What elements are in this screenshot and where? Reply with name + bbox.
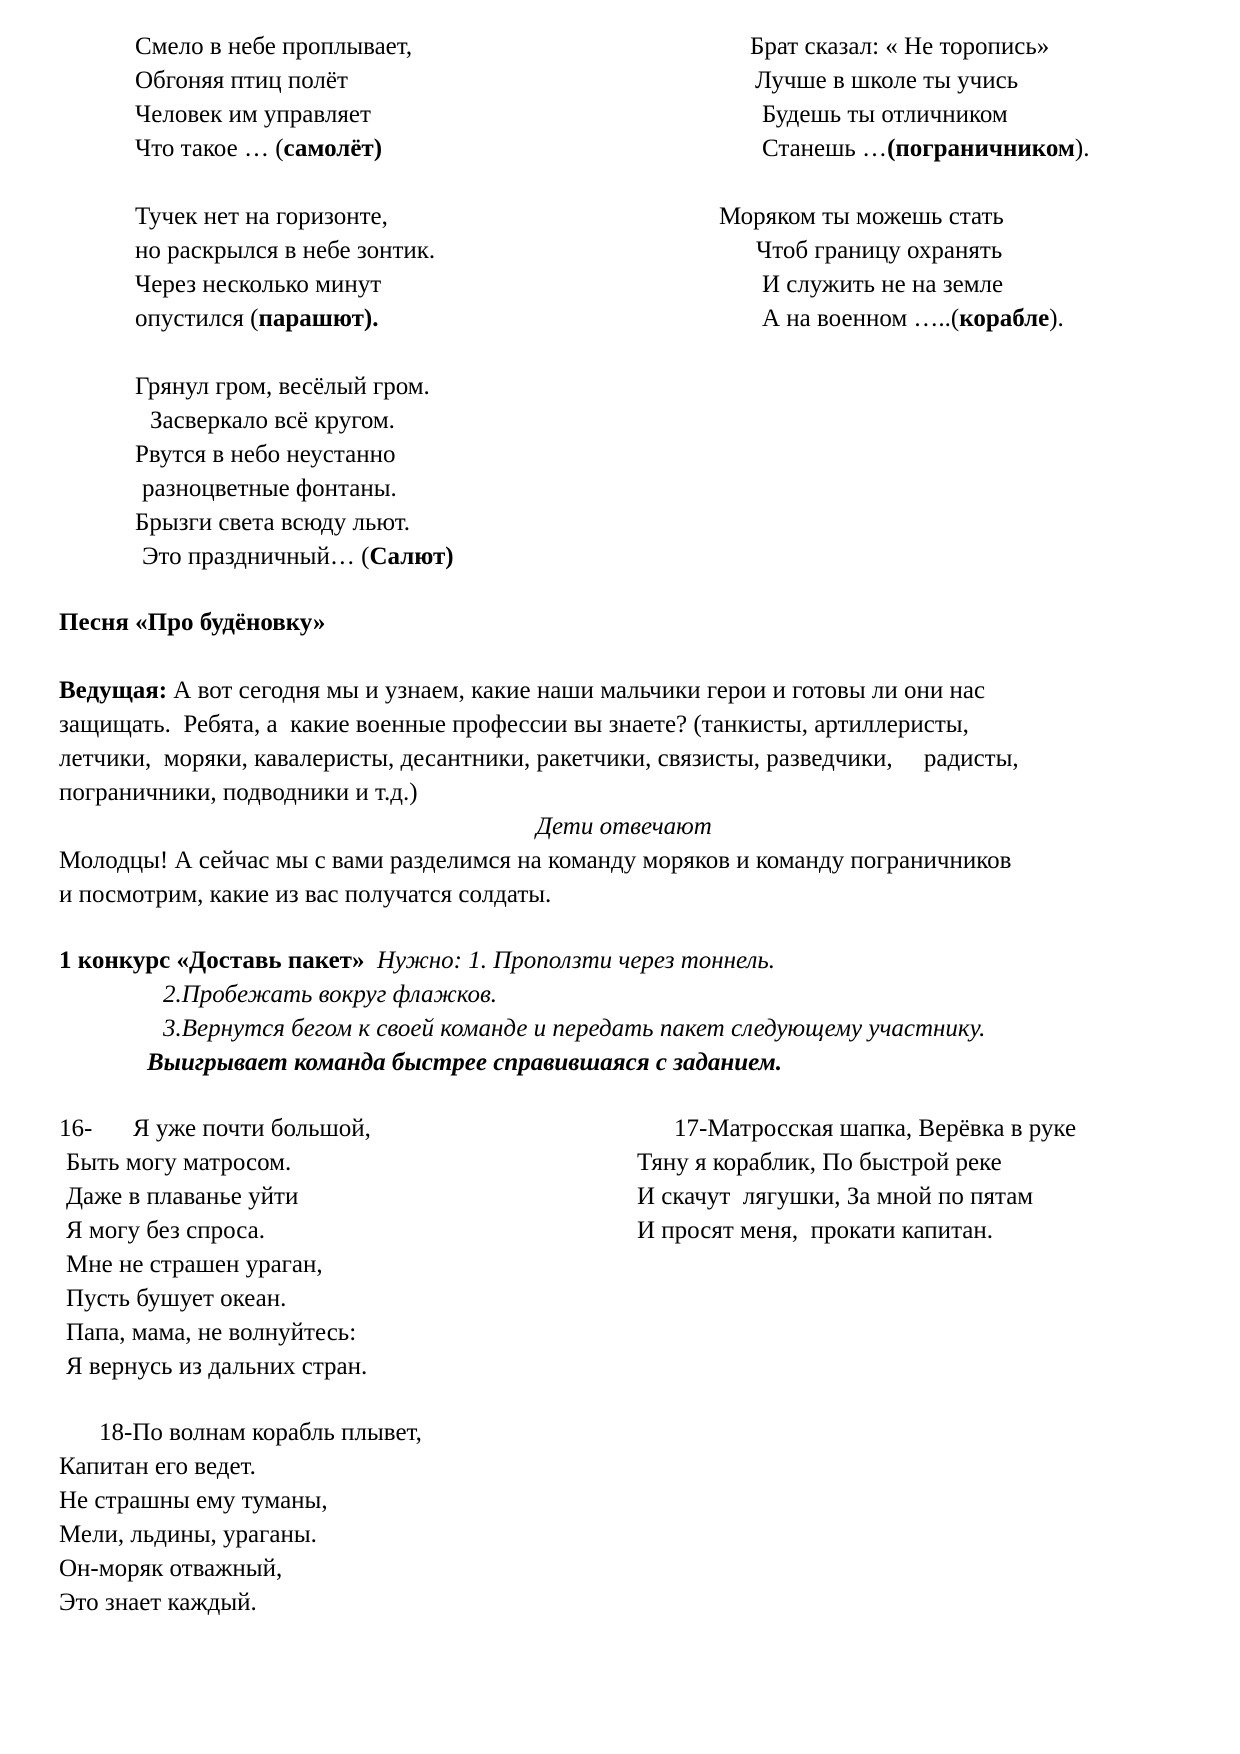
poem-line: Капитан его ведет.	[59, 1453, 256, 1480]
poem-line: Я уже почти большой,	[133, 1115, 371, 1142]
riddle-answer: Салют)	[369, 543, 454, 570]
host-label: Ведущая:	[59, 677, 168, 704]
stage-direction	[59, 810, 1189, 844]
poem-line: 17-Матросская шапка, Верёвка в руке	[674, 1115, 1077, 1142]
poem-line: И скачут лягушки, За мной по пятам	[637, 1183, 1034, 1210]
poem-number: 16-	[59, 1115, 93, 1142]
song-title-text: Песня «Про будёновку»	[59, 609, 326, 636]
riddle-answer: (пограничником	[887, 135, 1075, 162]
contest-step	[163, 1012, 985, 1046]
poem-line: Я могу без спроса.	[66, 1217, 266, 1244]
poem-line: Он-моряк отважный,	[59, 1555, 283, 1582]
poem-line: Папа, мама, не волнуйтесь:	[66, 1319, 357, 1346]
riddle-line: Человек им управляет	[135, 101, 371, 128]
stage-direction-text: Дети отвечают	[536, 813, 712, 840]
poem-line: Быть могу матросом.	[66, 1149, 292, 1176]
host-line: пограничники, подводники и т.д.)	[59, 779, 418, 806]
riddle-line: Брызги света всюду льют.	[135, 509, 410, 536]
riddle-line	[142, 540, 454, 574]
riddle-text: ).	[1049, 305, 1064, 332]
riddle-text: Это праздничный… (	[142, 543, 370, 570]
contest-title-line	[59, 944, 775, 978]
riddle-line: Чтоб границу охранять	[756, 237, 1003, 264]
riddle-line	[762, 302, 1064, 336]
riddle-line: Будешь ты отличником	[762, 101, 1008, 128]
poem-line: Не страшны ему туманы,	[59, 1487, 328, 1514]
riddle-line: Рвутся в небо неустанно	[135, 441, 396, 468]
poem-line: И просят меня, прокати капитан.	[637, 1217, 994, 1244]
riddle-answer: самолёт)	[283, 135, 383, 162]
riddle-text: А на военном …..(	[762, 305, 960, 332]
poem-line: Это знает каждый.	[59, 1589, 257, 1616]
riddle-line	[135, 302, 378, 336]
host-line: и посмотрим, какие из вас получатся солдаты.	[59, 881, 552, 908]
riddle-text: опустился (	[135, 305, 259, 332]
poem-line: Даже в плаванье уйти	[66, 1183, 299, 1210]
riddle-line: Засверкало всё кругом.	[150, 407, 395, 434]
riddle-line: но раскрылся в небе зонтик.	[135, 237, 436, 264]
riddle-text: ).	[1074, 135, 1090, 162]
riddle-text: Что такое … (	[135, 135, 284, 162]
riddle-text: Станешь …	[762, 135, 888, 162]
contest-step	[163, 978, 497, 1012]
riddle-line: Лучше в школе ты учись	[755, 67, 1019, 94]
contest-rule-text: Выигрывает команда быстрее справившаяся с заданием.	[147, 1049, 782, 1076]
song-title	[59, 606, 325, 640]
poem-line: 18-По волнам корабль плывет,	[99, 1419, 422, 1446]
riddle-line: Через несколько минут	[135, 271, 382, 298]
poem-line: Мне не страшен ураган,	[66, 1251, 323, 1278]
riddle-line: Грянул гром, весёлый гром.	[135, 373, 430, 400]
poem-line: Тяну я кораблик, По быстрой реке	[637, 1149, 1002, 1176]
host-line: защищать. Ребята, а какие военные профессии вы знаете? (танкисты, артиллеристы,	[59, 711, 969, 738]
poem-line: Мели, льдины, ураганы.	[59, 1521, 317, 1548]
contest-step-text: 2.Пробежать вокруг флажков.	[163, 981, 498, 1008]
poem-line: Пусть бушует океан.	[66, 1285, 287, 1312]
contest-title: 1 конкурс «Доставь пакет»	[59, 947, 365, 974]
riddle-line	[135, 132, 382, 166]
riddle-line	[762, 132, 1089, 166]
riddle-line: Тучек нет на горизонте,	[135, 203, 388, 230]
contest-step: Нужно: 1. Проползти через тоннель.	[364, 947, 776, 974]
host-line: Молодцы! А сейчас мы с вами разделимся на команду моряков и команду пограничников	[59, 847, 1012, 874]
poem-line: Я вернусь из дальних стран.	[66, 1353, 368, 1380]
riddle-line: Обгоняя птиц полёт	[135, 67, 348, 94]
riddle-answer: парашют).	[258, 305, 379, 332]
contest-step-text: 3.Вернутся бегом к своей команде и передать пакет следующему участнику.	[163, 1015, 986, 1042]
host-line: летчики, моряки, кавалеристы, десантники, ракетчики, связисты, разведчики, радисты,	[59, 745, 1019, 772]
riddle-line: Моряком ты можешь стать	[719, 203, 1004, 230]
riddle-line: И служить не на земле	[762, 271, 1004, 298]
riddle-answer: корабле	[959, 305, 1050, 332]
riddle-line: разноцветные фонтаны.	[142, 475, 397, 502]
contest-rule	[147, 1046, 782, 1080]
host-text: А вот сегодня мы и узнаем, какие наши мальчики герои и готовы ли они нас	[167, 677, 986, 704]
riddle-line: Брат сказал: « Не торопись»	[750, 33, 1050, 60]
host-line	[59, 674, 985, 708]
riddle-line: Смело в небе проплывает,	[135, 33, 413, 60]
